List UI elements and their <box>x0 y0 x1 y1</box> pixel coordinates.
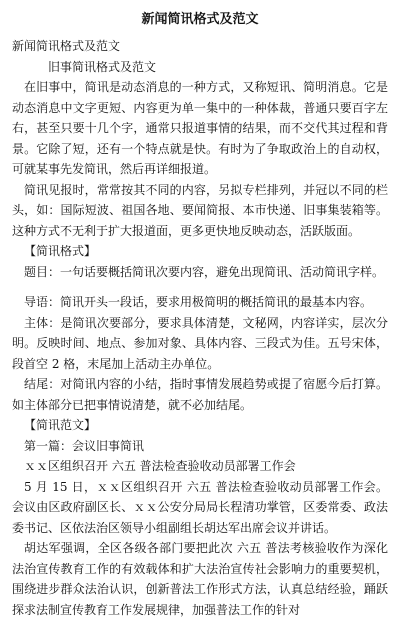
paragraph-heading: 新闻简讯格式及范文 <box>12 39 121 53</box>
example-paragraph-1: 5 月 15 日，ｘｘ区组织召开 六五 普法检查验收动员部署工作会。会议由区政府副区长、ｘｘ公安分局局长程清功掌管，区委常委、政法委书记、区依法治区领导小组副组长胡达军出席会议并讲话。 <box>12 479 388 535</box>
paragraph-intro: 在旧事中，简讯是动态消息的一种方式，又称短讯、简明消息。它是动态消息中文字更短、内容更为单一集中的一种体裁，普通只要百字左右，甚至只要十几个字，通常只报道事情的结果，而不交代其过程和背景。它除了短，还有一个特点就是快。有时为了争取政治上的自动权，可就某事先发简讯，然后再详细报道。 <box>12 80 388 176</box>
section-heading-format: 【简讯格式】 <box>24 244 97 258</box>
example-heading: 第一篇：会议旧事简讯 <box>24 438 145 453</box>
paragraph-lead-rule: 导语：简讯开头一段话，要求用极简明的概括简讯的最基本内容。 <box>24 295 373 309</box>
document-title: 新闻简讯格式及范文 <box>141 12 259 27</box>
paragraph-columns: 简讯见报时，常常按其不同的内容，另拟专栏排列，并冠以不同的栏头，如：国际短波、祖国各地、要闻简报、本市快递、旧事集装箱等。这种方式不无利于扩大报道面，更多更快地反映动态，活跃版面。 <box>12 182 388 238</box>
blank-line <box>12 282 388 292</box>
section-heading-examples: 【简讯范文】 <box>24 418 97 432</box>
example-title: ｘｘ区组织召开 六五 普法检查验收动员部署工作会 <box>24 459 296 473</box>
paragraph-title-rule: 题目：一句话要概括简讯次要内容，避免出现简讯、活动简讯字样。 <box>24 264 385 279</box>
paragraph-body-rule: 主体：是简讯次要部分，要求具体清楚，文秘网，内容详实，层次分明。反映时间、地点、参加对象、具体内容、三段式为佳。五号宋体，段首空 2 格，末尾加上活动主办单位。 <box>12 315 388 371</box>
paragraph-ending-rule: 结尾：对简讯内容的小结，指时事情发展趋势或提了宿愿今后打算。如主体部分已把事情说清楚，就不必加结尾。 <box>12 377 388 412</box>
example-paragraph-2: 胡达军强调，全区各级各部门要把此次 六五 普法考核验收作为深化法治宣传教育工作的有效载体和扩大法治宣传社会影响力的重要契机，围绕进步群众法治认识，创新普法工作形式方法，认真总结经验，踊跃探求法制宣传教育工作发展规律，加强普法工作的针对 <box>12 541 388 617</box>
paragraph-subheading: 旧事简讯格式及范文 <box>48 59 157 74</box>
